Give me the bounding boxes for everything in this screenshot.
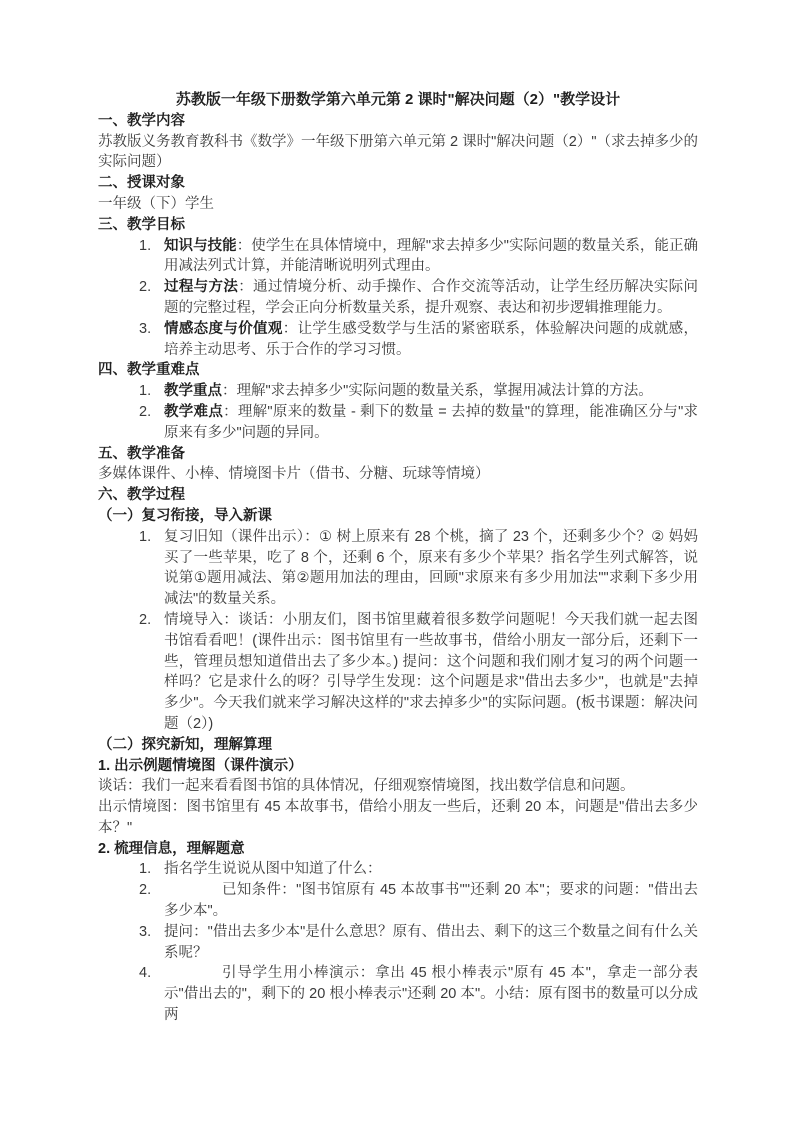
- paragraph-scene: 出示情境图：图书馆里有 45 本故事书，借给小朋友一些后，还剩 20 本，问题是"借出去多少本？": [98, 799, 698, 836]
- list-item: [98, 319, 698, 361]
- list-number: 2.: [139, 882, 152, 899]
- section-heading-key-points: 四、教学重难点: [98, 362, 200, 379]
- list-item-text: 提问："借出去多少本"是什么意思？原有、借出去、剩下的这三个数量之间有什么关系呢？: [164, 923, 698, 961]
- list-item: [98, 963, 698, 1025]
- item-lead-label: 知识与技能: [164, 237, 237, 254]
- list-item: [98, 880, 698, 922]
- list-item-text: 已知条件："图书馆原有 45 本故事书""还剩 20 本"；要求的问题："借出去多少本"。: [164, 882, 698, 920]
- list-number: 1.: [139, 383, 152, 400]
- item-body-text: ：理解"求去掉多少"实际问题的数量关系，掌握用减法计算的方法。: [222, 383, 653, 400]
- list-item-text: [164, 277, 698, 319]
- list-number: 2.: [139, 279, 152, 296]
- paragraph-teaching-content: 苏教版义务教育教科书《数学》一年级下册第六单元第 2 课时"解决问题（2）"（求去掉多少的实际问题）: [98, 133, 698, 171]
- item-body-text: ：理解"原来的数量 - 剩下的数量 = 去掉的数量"的算理，能准确区分与"求原来有多少"问题的异同。: [164, 403, 698, 441]
- paragraph-audience: 一年级（下）学生: [98, 195, 214, 212]
- review-intro-list: [98, 527, 698, 735]
- list-item: [98, 402, 698, 444]
- item-body-text: ：让学生感受数学与生活的紧密联系，体验解决问题的成就感，培养主动思考、乐于合作的学习习惯。: [164, 320, 699, 358]
- section-heading-objectives: 三、教学目标: [98, 216, 185, 233]
- list-item-text: 情境导入：谈话：小朋友们，图书馆里藏着很多数学问题呢！今天我们就一起去图书馆看看吧！(课件出示：图书馆里有一些故事书，借给小朋友一部分后，还剩下一些，管理员想知道借出去了多少本。) 提问：这个问题和我们刚才复习的两个问题一样吗？它是求什么的呀？引导学生发现：这个问题是求"借出去多少"，也就是"去掉多少"。今天我们就来学习解决这样的"求去掉多少"的实际问题。(板书课题：解决问题（2）): [164, 611, 698, 732]
- subsection-heading-review-intro: （一）复习衔接，导入新课: [98, 507, 272, 524]
- item-lead-label: 情感态度与价值观: [164, 320, 283, 337]
- list-item-text: 复习旧知（课件出示）：① 树上原来有 28 个桃，摘了 23 个，还剩多少个？② 妈妈买了一些苹果，吃了 8 个，还剩 6 个，原来有多少个苹果？指名学生列式解答，说说第①题用减法、第②题用加法的理由，回顾"求原来有多少用加法""求剩下多少用减法"的数量关系。: [164, 528, 698, 608]
- paragraph-preparation: 多媒体课件、小棒、情境图卡片（借书、分糖、玩球等情境）: [98, 466, 490, 483]
- list-item-text: [164, 236, 698, 278]
- item-lead-label: 过程与方法: [164, 279, 239, 296]
- item-lead-label: 教学重点: [164, 383, 222, 400]
- list-item: [98, 381, 698, 402]
- list-item: [98, 859, 698, 880]
- section-heading-preparation: 五、教学准备: [98, 445, 185, 462]
- list-number: 4.: [139, 965, 152, 982]
- list-item-text: 指名学生说说从图中知道了什么：: [164, 861, 382, 878]
- list-item: [98, 922, 698, 964]
- section-heading-teaching-content: 一、教学内容: [98, 112, 185, 129]
- list-item: [98, 527, 698, 610]
- list-item: [98, 610, 698, 735]
- step-heading-organize-info: 2. 梳理信息，理解题意: [98, 840, 245, 857]
- list-number: 2.: [139, 403, 152, 420]
- step-heading-show-example: 1. 出示例题情境图（课件演示）: [98, 757, 303, 774]
- subsection-heading-explore-new: （二）探究新知，理解算理: [98, 736, 272, 753]
- item-body-text: ：通过情境分析、动手操作、合作交流等活动，让学生经历解决实际问题的完整过程，学会正向分析数量关系，提升观察、表达和初步逻辑推理能力。: [164, 279, 699, 316]
- list-number: 3.: [139, 320, 152, 337]
- objectives-list: [98, 236, 698, 361]
- item-body-text: ：使学生在具体情境中，理解"求去掉多少"实际问题的数量关系，能正确用减法列式计算，并能清晰说明列式理由。: [164, 237, 698, 275]
- list-item-text: 引导学生用小棒演示：拿出 45 根小棒表示"原有 45 本"，拿走一部分表示"借出去的"，剩下的 20 根小棒表示"还剩 20 本"。小结：原有图书的数量可以分成两: [164, 965, 698, 1024]
- organize-info-list: [98, 859, 698, 1025]
- section-heading-process: 六、教学过程: [98, 487, 185, 504]
- list-item: [98, 236, 698, 278]
- item-lead-label: 教学难点: [164, 403, 224, 420]
- list-item-text: [164, 402, 698, 444]
- list-item-text: [164, 319, 698, 361]
- document-title: 苏教版一年级下册数学第六单元第 2 课时"解决问题（2）"教学设计: [175, 91, 621, 108]
- list-number: 2.: [139, 611, 152, 628]
- list-number: 1.: [139, 237, 152, 254]
- list-number: 3.: [139, 923, 152, 940]
- list-number: 1.: [139, 528, 152, 545]
- key-points-list: [98, 381, 698, 443]
- list-number: 1.: [139, 861, 152, 878]
- list-item-text: [164, 381, 698, 402]
- list-item: [98, 277, 698, 319]
- paragraph-talk: 谈话：我们一起来看看图书馆的具体情况，仔细观察情境图，找出数学信息和问题。: [98, 778, 635, 795]
- section-heading-audience: 二、授课对象: [98, 175, 185, 192]
